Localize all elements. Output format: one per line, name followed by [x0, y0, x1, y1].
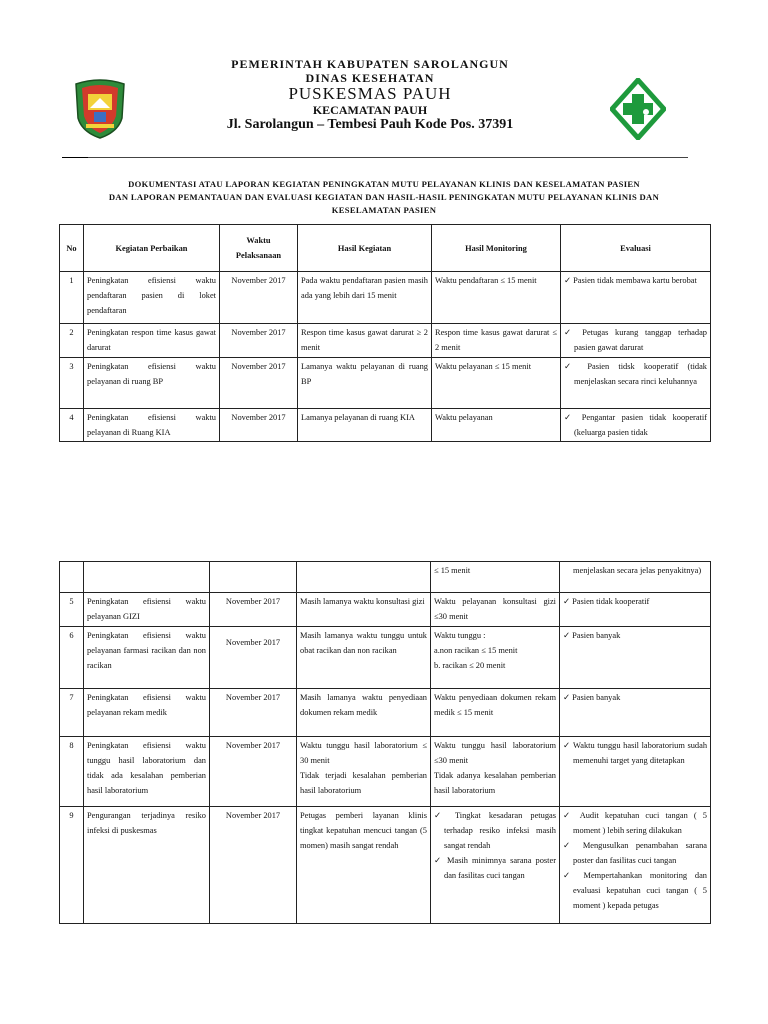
row-monitoring: Waktu tunggu hasil laboratorium ≤30 menit Tidak adanya kesalahan pemberian hasil laboratorium: [431, 737, 560, 807]
header-address: Jl. Sarolangun – Tembesi Pauh Kode Pos. 37391: [226, 117, 514, 132]
table-row: [60, 409, 711, 442]
table-row: [60, 689, 711, 737]
letterhead: [0, 0, 768, 170]
table-row: [60, 324, 711, 358]
row-hasil: Lamanya pelayanan di ruang KIA: [298, 409, 432, 442]
row-monitoring: Waktu tunggu : a.non racikan ≤ 15 menit b. racikan ≤ 20 menit: [431, 627, 560, 689]
row-waktu: November 2017: [210, 689, 297, 737]
table-row: [60, 272, 711, 324]
evaluasi-item: ✓ Audit kepatuhan cuci tangan ( 5 moment ) lebih sering dilakukan: [563, 808, 707, 838]
row-waktu: November 2017: [220, 272, 298, 324]
row-hasil: Lamanya waktu pelayanan di ruang BP: [298, 358, 432, 409]
header-line-3: PUSKESMAS PAUH: [288, 84, 452, 103]
row-waktu: November 2017: [210, 627, 297, 689]
row-no: 7: [60, 689, 84, 737]
puskesmas-cross-logo-icon: [610, 78, 666, 140]
evaluasi-item: ✓ Pasien tidak kooperatif: [563, 594, 707, 609]
row-kegiatan: Peningkatan efisiensi waktu pelayanan di Ruang KIA: [84, 409, 220, 442]
row-no: 3: [60, 358, 84, 409]
row-no: 9: [60, 807, 84, 924]
col-hasil: Hasil Kegiatan: [298, 225, 432, 272]
report-table-page-1: [59, 224, 711, 442]
row-kegiatan: Peningkatan efisiensi waktu pendaftaran pasien di loket pendaftaran: [84, 272, 220, 324]
sarolangun-regency-emblem-icon: [72, 78, 128, 140]
table-row: [60, 807, 711, 924]
row-monitoring: Waktu pelayanan konsultasi gizi ≤30 menit: [431, 593, 560, 627]
row-hasil: Respon time kasus gawat darurat ≥ 2 menit: [298, 324, 432, 358]
evaluasi-item: ✓ Pasien tidak membawa kartu berobat: [564, 273, 707, 288]
table-header-row: [60, 225, 711, 272]
row-waktu: [210, 562, 297, 593]
row-kegiatan: Peningkatan efisiensi waktu tunggu hasil laboratorium dan tidak ada kesalahan pemberian hasil laboratorium: [84, 737, 210, 807]
row-kegiatan: Peningkatan efisiensi waktu pelayanan di ruang BP: [84, 358, 220, 409]
row-hasil: Waktu tunggu hasil laboratorium ≤ 30 menit Tidak terjadi kesalahan pemberian hasil laboratorium: [297, 737, 431, 807]
row-evaluasi: [560, 593, 711, 627]
row-waktu: November 2017: [220, 324, 298, 358]
row-evaluasi: [561, 324, 711, 358]
row-evaluasi: [560, 807, 711, 924]
row-no: 8: [60, 737, 84, 807]
row-hasil: Masih lamanya waktu tunggu untuk obat racikan dan non racikan: [297, 627, 431, 689]
row-waktu: November 2017: [220, 358, 298, 409]
row-no: [60, 562, 84, 593]
table-row: [60, 737, 711, 807]
row-evaluasi: [561, 409, 711, 442]
title-line-1: DOKUMENTASI ATAU LAPORAN KEGIATAN PENINGKATAN MUTU PELAYANAN KLINIS DAN KESELAMATAN PASIEN: [128, 179, 640, 189]
evaluasi-item: ✓ Pasien banyak: [563, 628, 707, 643]
title-line-2: DAN LAPORAN PEMANTAUAN DAN EVALUASI KEGIATAN DAN HASIL-HASIL PENINGKATAN MUTU PELAYANAN KLINIS DAN: [108, 192, 660, 202]
row-no: 6: [60, 627, 84, 689]
table-row: [60, 627, 711, 689]
evaluasi-item: ✓ Waktu tunggu hasil laboratorium sudah memenuhi target yang ditetapkan: [563, 738, 707, 768]
table-row: [60, 358, 711, 409]
row-kegiatan: Peningkatan respon time kasus gawat darurat: [84, 324, 220, 358]
row-kegiatan: Peningkatan efisiensi waktu pelayanan rekam medik: [84, 689, 210, 737]
evaluasi-item: ✓ Mempertahankan monitoring dan evaluasi kepatuhan cuci tangan ( 5 moment ) kepada petugas: [563, 868, 707, 913]
monitoring-item: ✓ Tingkat kesadaran petugas terhadap resiko infeksi masih sangat rendah: [434, 808, 556, 853]
evaluasi-item: ✓ Petugas kurang tanggap terhadap pasien gawat darurat: [564, 325, 707, 355]
row-no: 5: [60, 593, 84, 627]
row-monitoring: Respon time kasus gawat darurat ≤ 2 menit: [432, 324, 561, 358]
row-no: 1: [60, 272, 84, 324]
row-monitoring: [431, 807, 560, 924]
row-monitoring: ≤ 15 menit: [431, 562, 560, 593]
evaluasi-item: ✓ Pengantar pasien tidak kooperatif (keluarga pasien tidak: [564, 410, 707, 440]
monitoring-item: ✓ Masih minimnya sarana poster dan fasilitas cuci tangan: [434, 853, 556, 883]
row-evaluasi: [561, 272, 711, 324]
col-monitoring: Hasil Monitoring: [432, 225, 561, 272]
header-line-4: KECAMATAN PAUH: [312, 103, 428, 117]
report-table-page-2: [59, 561, 711, 924]
row-evaluasi: menjelaskan secara jelas penyakitnya): [560, 562, 711, 593]
row-no: 2: [60, 324, 84, 358]
evaluasi-item: ✓ Pasien tidsk kooperatif (tidak menjelaskan secara rinci keluhannya: [564, 359, 707, 389]
col-no: No: [60, 225, 84, 272]
row-kegiatan: Peningkatan efisiensi waktu pelayanan farmasi racikan dan non racikan: [84, 627, 210, 689]
row-evaluasi: [561, 358, 711, 409]
evaluasi-item: ✓ Mengusulkan penambahan sarana poster dan fasilitas cuci tangan: [563, 838, 707, 868]
header-line-1: PEMERINTAH KABUPATEN SAROLANGUN: [231, 57, 509, 71]
row-waktu: November 2017: [220, 409, 298, 442]
row-hasil: Masih lamanya waktu penyediaan dokumen rekam medik: [297, 689, 431, 737]
row-kegiatan: Peningkatan efisiensi waktu pelayanan GIZI: [84, 593, 210, 627]
row-evaluasi: [560, 689, 711, 737]
row-evaluasi: [560, 737, 711, 807]
table-row: [60, 562, 711, 593]
row-evaluasi: [560, 627, 711, 689]
row-monitoring: Waktu penyediaan dokumen rekam medik ≤ 15 menit: [431, 689, 560, 737]
row-hasil: Pada waktu pendaftaran pasien masih ada yang lebih dari 15 menit: [298, 272, 432, 324]
header-line-2: DINAS KESEHATAN: [305, 71, 435, 85]
row-no: 4: [60, 409, 84, 442]
row-kegiatan: Pengurangan terjadinya resiko infeksi di puskesmas: [84, 807, 210, 924]
col-kegiatan: Kegiatan Perbaikan: [84, 225, 220, 272]
evaluasi-item: ✓ Pasien banyak: [563, 690, 707, 705]
row-monitoring: Waktu pelayanan: [432, 409, 561, 442]
row-waktu: November 2017: [210, 737, 297, 807]
row-monitoring: Waktu pelayanan ≤ 15 menit: [432, 358, 561, 409]
row-waktu: November 2017: [210, 593, 297, 627]
header-rule: [88, 157, 688, 158]
row-monitoring: Waktu pendaftaran ≤ 15 menit: [432, 272, 561, 324]
row-waktu: November 2017: [210, 807, 297, 924]
table-row: [60, 593, 711, 627]
col-waktu: Waktu Pelaksanaan: [220, 225, 298, 272]
document-title: [60, 178, 708, 217]
row-hasil: Masih lamanya waktu konsultasi gizi: [297, 593, 431, 627]
title-line-3: KESELAMATAN PASIEN: [331, 205, 437, 215]
row-kegiatan: [84, 562, 210, 593]
row-hasil: [297, 562, 431, 593]
col-evaluasi: Evaluasi: [561, 225, 711, 272]
row-hasil: Petugas pemberi layanan klinis tingkat kepatuhan mencuci tangan (5 momen) masih sangat rendah: [297, 807, 431, 924]
